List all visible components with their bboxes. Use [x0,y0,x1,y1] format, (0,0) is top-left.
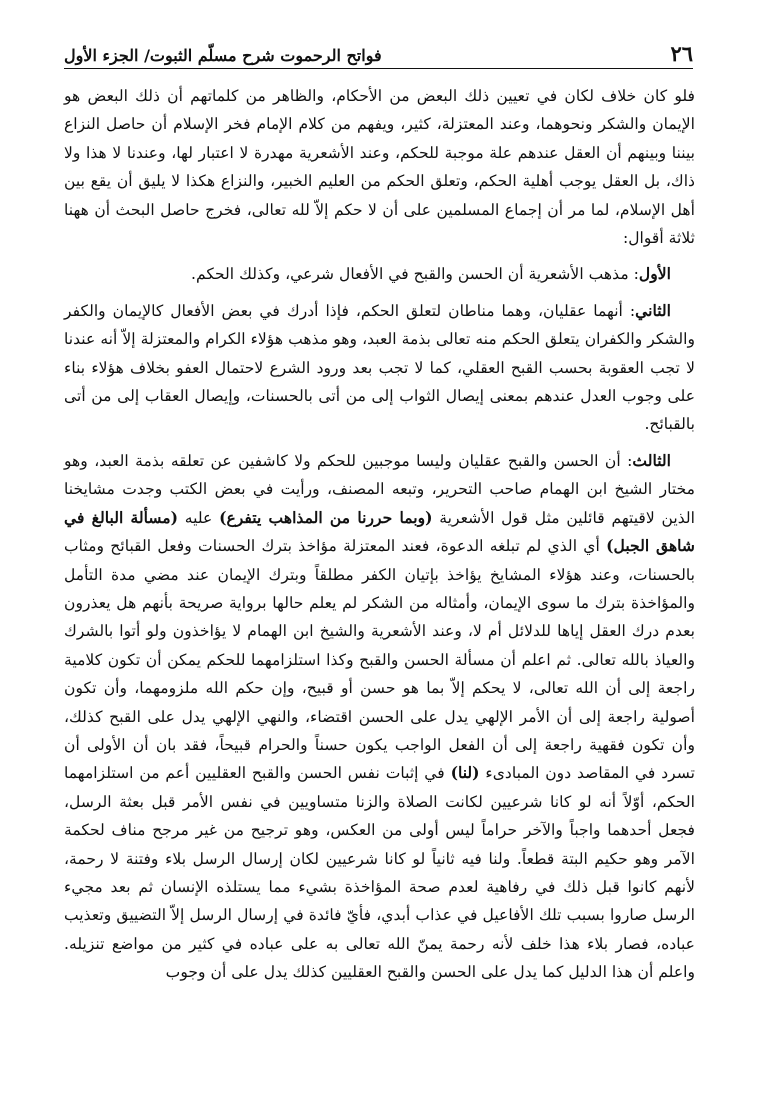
running-title: فواتح الرحموت شرح مسلّم الثبوت/ الجزء الأول [64,46,382,65]
page-body [64,82,695,987]
matn-quote: (لنا) [450,763,480,783]
paragraph-first-opinion [64,260,695,288]
paragraph-text: أي الذي لم تبلغه الدعوة، فعند المعتزلة مؤاخذ بترك الحسنات وفعل القبائح ومثاب بالحسنات، وعند هؤلاء المشايخ يؤاخذ بإتيان الكفر مطلقاً وبترك الإيمان عند مضي مدة التأمل والمؤاخذة بترك ما سوى الإيمان، وأمثاله من الشكر لم يعلم حالها برواية صريحة بأنهم هل يعذرون بعدم درك العقل إياها للدلائل أم لا، وعند الأشعرية والشيخ ابن الهمام لا يؤاخذون ولو أتوا بالشرك والعياذ بالله تعالى. ثم اعلم أن مسألة الحسن والقبح وكذا استلزامهما للحكم يمكن أن تكون كلامية راجعة إلى أن الله تعالى، لا يحكم إلاّ بما هو حسن أو قبيح، وإن حكم الله ملزومهما، وأن تكون أصولية راجعة إلى أن الأمر الإلهي يدل على الحسن اقتضاء، والنهي الإلهي يدل على القبح كذلك، وأن تكون فقهية راجعة إلى أن الفعل الواجب يكون حسناً والحرام قبيحاً، فقد بان أن الأولى أن تسرد في المقاصد دون المبادىء [64,537,695,783]
paragraph-third-opinion [64,447,695,987]
paragraph-second-opinion [64,297,695,439]
matn-quote: (مسألة البالغ في شاهق الجبل) [64,507,695,556]
paragraph-text: عليه [178,508,220,527]
paragraph-text: : مذهب الأشعرية أن الحسن والقبح في الأفعال شرعي، وكذلك الحكم. [191,265,639,284]
opinion-label-second: الثاني [635,300,671,320]
paragraph-text: في إثبات نفس الحسن والقبح العقليين أعم من استلزامهما الحكم، أوّلاً أنه لو كانا شرعيين لكانت الصلاة والزنا متساويين في نفس الأمر قبل بعثة الرسل، فجعل أحدهما واجباً والآخر حراماً ليس أولى من العكس، وهو ترجيح من غير مرجح مناف لحكمة الآمر وهو حكيم البتة قطعاً. ولنا فيه ثانياً لو كانا شرعيين لكان إرسال الرسل بلاء وفتنة لا رحمة، لأنهم كانوا قبل ذلك في رفاهية لعدم صحة المؤاخذة بشيء مما يستلذه الإنسان ثم بعد مجيء الرسل صاروا بسبب تلك الأفاعيل في عذاب أبدي، فأيّ فائدة في إرسال الرسل إلاّ التضييق وتعذيب عباده، فصار بلاء هذا خلف لأنه رحمة يمنّ الله تعالى به على عباده في كثير من مواضع تنزيله. واعلم أن هذا الدليل كما يدل على الحسن والقبح العقليين كذلك يدل على أن وجوب [64,764,695,982]
paragraph-text: : أنهما عقليان، وهما مناطان لتعلق الحكم، فإذا أدرك في بعض الأفعال كالإيمان والكفر والشكر والكفران يتعلق الحكم منه تعالى بذمة العبد، وهو مذهب هؤلاء الكرام والمعتزلة إلاّ أنه عندنا لا تجب العقوبة بحسب القبح العقلي، كما لا تجب بعد ورود الشرع لاحتمال العفو بخلاف هؤلاء بناء على وجوب العدل عندهم بمعنى إيصال الثواب إلى من أتى بالحسنات، وإيصال العقاب إلى من أتى بالقبائح. [64,301,695,434]
paragraph-intro [64,82,695,252]
paragraph-text: : أن الحسن والقبح عقليان وليسا موجبين للحكم ولا كاشفين عن تعلقه بذمة العبد، وهو مختار الشيخ ابن الهمام صاحب التحرير، وتبعه المصنف، ورأيت في بعض الكتب وجدت مشايخنا الذين لاقيتهم قائلين مثل قول الأشعرية [64,451,696,527]
page-number: ٢٦ [670,41,693,66]
opinion-label-first: الأول [638,264,671,284]
paragraph-text: فلو كان خلاف لكان في تعيين ذلك البعض من الأحكام، والظاهر من كلماتهم أن ذلك البعض هو الإيمان والشكر ونحوهما، وعند المعتزلة، كثير، ويفهم من كلام الإمام فخر الإسلام أن حاصل النزاع بيننا وبينهم أن العقل عندهم علة موجبة للحكم، وعند الأشعرية مهدرة لا اعتبار لها، وعندنا لا هذا ولا ذاك، بل العقل يوجب أهلية الحكم، وتعلق الحكم من العليم الخبير، والنزاع هكذا لا يليق أن يقع بين أهل الإسلام، لما مر أن إجماع المسلمين على أن لا حكم إلاّ لله تعالى، فخرج حاصل البحث أن ههنا ثلاثة أقوال: [64,87,695,248]
matn-quote: (وبما حررنا من المذاهب يتفرع) [219,507,433,527]
page-header [64,28,693,69]
opinion-label-third: الثالث [632,450,671,470]
